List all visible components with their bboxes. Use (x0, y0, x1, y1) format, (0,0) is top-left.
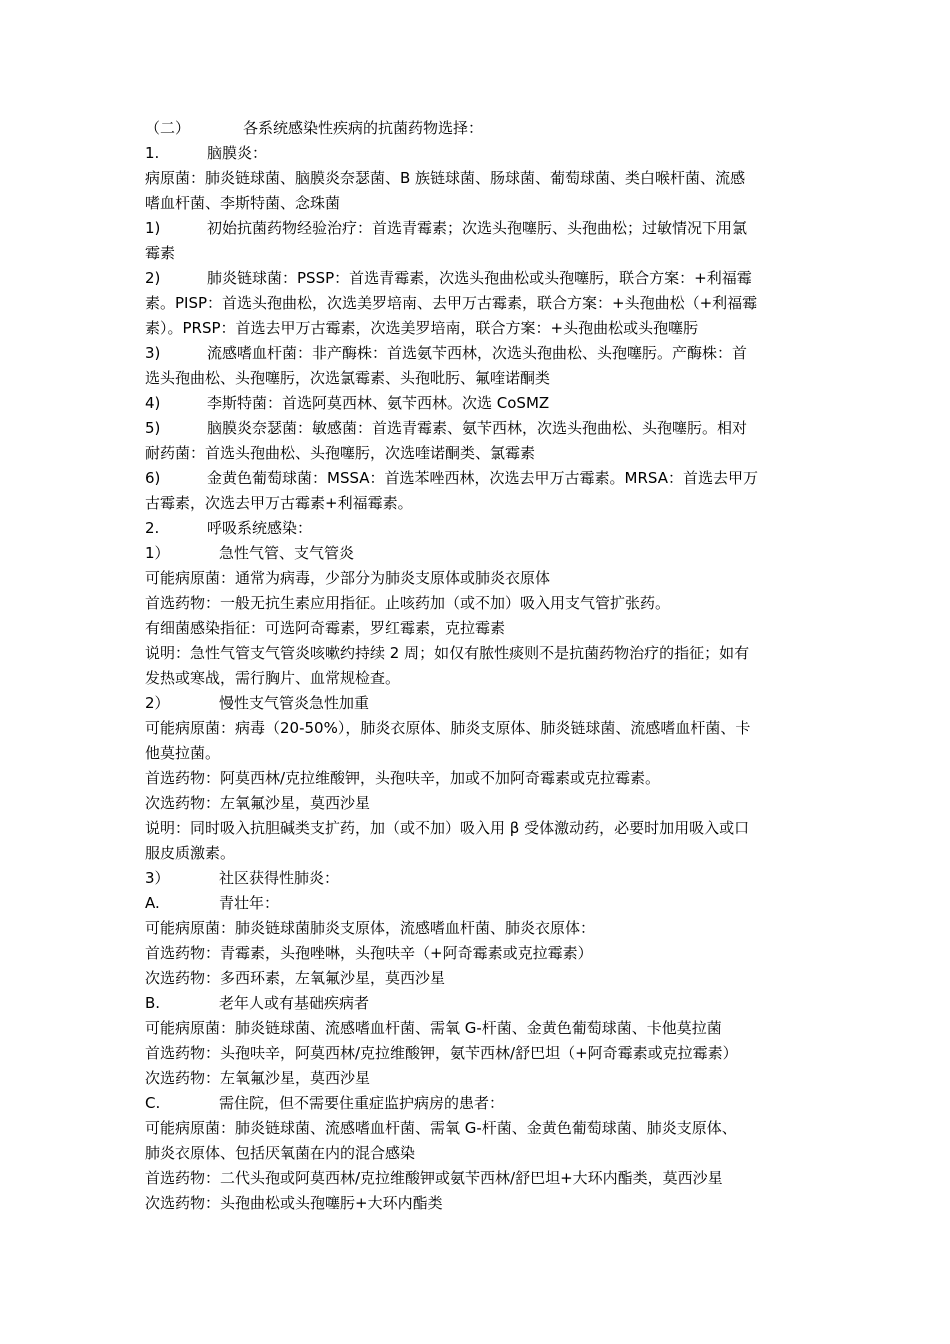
text-line (145, 466, 809, 491)
s1-heading-text: 脑膜炎： (207, 144, 268, 162)
text-line: 古霉素，次选去甲万古霉素+利福霉素。 (145, 494, 413, 512)
text-line: 次选药物：头孢曲松或头孢噻肟+大环内酯类 (145, 1194, 443, 1212)
text-line: 耐药菌：首选头孢曲松、头孢噻肟，次选喹诺酮类、氯霉素 (145, 444, 536, 462)
text-line: 说明：同时吸入抗胆碱类支扩药，加（或不加）吸入用 β 受体激动药，必要时加用吸入或口 (145, 819, 750, 837)
s2-heading-text: 呼吸系统感染： (207, 519, 313, 537)
item-text: 初始抗菌药物经验治疗：首选青霉素；次选头孢噻肟、头孢曲松；过敏情况下用氯 (207, 219, 748, 237)
text-line: 首选药物：一般无抗生素应用指征。止咳药加（或不加）吸入用支气管扩张药。 (145, 594, 671, 612)
s2-heading (145, 516, 809, 541)
text-line: 素。PISP：首选头孢曲松，次选美罗培南、去甲万古霉素，联合方案：+头孢曲松（+利福霉 (145, 294, 758, 312)
group-heading-text: 需住院，但不需要住重症监护病房的患者： (219, 1094, 505, 1112)
item-number: 1) (145, 219, 161, 237)
item-number: 5) (145, 419, 161, 437)
text-line: 可能病原菌：肺炎链球菌肺炎支原体，流感嗜血杆菌、肺炎衣原体： (145, 919, 596, 937)
s2-sub2-heading (145, 691, 809, 716)
group-c-body (145, 1116, 809, 1216)
text-line: 选头孢曲松、头孢噻肟，次选氯霉素、头孢吡肟、氟喹诺酮类 (145, 369, 551, 387)
group-b-body (145, 1016, 809, 1091)
section-title-number: （二） (145, 119, 191, 137)
text-line: 霉素 (145, 244, 176, 262)
s1-item-3 (145, 341, 809, 391)
text-line: 可能病原菌：病毒（20-50%），肺炎衣原体、肺炎支原体、肺炎链球菌、流感嗜血杆菌、卡 (145, 719, 751, 737)
text-line (145, 341, 809, 366)
group-heading-text: 老年人或有基础疾病者 (219, 994, 370, 1012)
item-number: 2) (145, 269, 161, 287)
s2-sub1-body (145, 566, 809, 691)
s2-sub2-body (145, 716, 809, 866)
item-number: 3) (145, 344, 161, 362)
sub-number: 3） (145, 869, 170, 887)
text-line: 次选药物：左氧氟沙星，莫西沙星 (145, 794, 371, 812)
s1-item-6 (145, 466, 809, 516)
section-title (145, 116, 809, 141)
text-line (145, 266, 809, 291)
group-a-body (145, 916, 809, 991)
document-body (145, 116, 809, 1216)
text-line: 次选药物：多西环素，左氧氟沙星，莫西沙星 (145, 969, 446, 987)
group-letter: B. (145, 994, 161, 1012)
s2-sub1-heading (145, 541, 809, 566)
sub-number: 2） (145, 694, 170, 712)
text-line: 说明：急性气管支气管炎咳嗽约持续 2 周；如仅有脓性痰则不是抗菌药物治疗的指征；如有 (145, 644, 750, 662)
item-number: 6) (145, 469, 161, 487)
text-line: 有细菌感染指征：可选阿奇霉素，罗红霉素，克拉霉素 (145, 619, 506, 637)
s1-item-2 (145, 266, 809, 341)
s1-item-4 (145, 391, 809, 416)
text-line (145, 391, 809, 416)
text-line: 服皮质激素。 (145, 844, 236, 862)
item-text: 流感嗜血杆菌：非产酶株：首选氨苄西林，次选头孢曲松、头孢噻肟。产酶株：首 (207, 344, 748, 362)
text-line: 可能病原菌：肺炎链球菌、流感嗜血杆菌、需氧 G-杆菌、金黄色葡萄球菌、肺炎支原体、 (145, 1119, 737, 1137)
text-line: 素）。PRSP：首选去甲万古霉素，次选美罗培南，联合方案：+头孢曲松或头孢噻肟 (145, 319, 699, 337)
s1-heading (145, 141, 809, 166)
s2-number: 2. (145, 519, 160, 537)
sub-number: 1） (145, 544, 170, 562)
text-line: 首选药物：阿莫西林/克拉维酸钾，头孢呋辛，加或不加阿奇霉素或克拉霉素。 (145, 769, 661, 787)
group-letter: A. (145, 894, 160, 912)
item-text: 李斯特菌：首选阿莫西林、氨苄西林。次选 CoSMZ (207, 394, 550, 412)
text-line: 嗜血杆菌、李斯特菌、念珠菌 (145, 194, 341, 212)
text-line: 可能病原菌：通常为病毒，少部分为肺炎支原体或肺炎衣原体 (145, 569, 551, 587)
s2-sub3-heading (145, 866, 809, 891)
s1-item-1 (145, 216, 809, 266)
s1-item-5 (145, 416, 809, 466)
text-line: 首选药物：青霉素，头孢唑啉，头孢呋辛（+阿奇霉素或克拉霉素） (145, 944, 593, 962)
sub-heading-text: 慢性支气管炎急性加重 (219, 694, 370, 712)
sub-heading-text: 社区获得性肺炎： (219, 869, 340, 887)
text-line: 发热或寒战，需行胸片、血常规检查。 (145, 669, 401, 687)
item-text: 肺炎链球菌：PSSP：首选青霉素，次选头孢曲松或头孢噻肟，联合方案：+利福霉 (207, 269, 752, 287)
text-line (145, 216, 809, 241)
text-line (145, 416, 809, 441)
section-title-text: 各系统感染性疾病的抗菌药物选择： (243, 119, 484, 137)
item-text: 金黄色葡萄球菌：MSSA：首选苯唑西林，次选去甲万古霉素。MRSA：首选去甲万 (207, 469, 758, 487)
text-line: 首选药物：二代头孢或阿莫西林/克拉维酸钾或氨苄西林/舒巴坦+大环内酯类，莫西沙星 (145, 1169, 723, 1187)
group-letter: C. (145, 1094, 161, 1112)
sub-heading-text: 急性气管、支气管炎 (219, 544, 355, 562)
item-text: 脑膜炎奈瑟菌：敏感菌：首选青霉素、氨苄西林，次选头孢曲松、头孢噻肟。相对 (207, 419, 748, 437)
s1-pathogen (145, 166, 809, 216)
text-line: 次选药物：左氧氟沙星，莫西沙星 (145, 1069, 371, 1087)
group-c-heading (145, 1091, 809, 1116)
item-number: 4) (145, 394, 161, 412)
text-line: 病原菌：肺炎链球菌、脑膜炎奈瑟菌、B 族链球菌、肠球菌、葡萄球菌、类白喉杆菌、流感 (145, 169, 746, 187)
s1-number: 1. (145, 144, 160, 162)
group-a-heading (145, 891, 809, 916)
group-heading-text: 青壮年： (219, 894, 280, 912)
text-line: 肺炎衣原体、包括厌氧菌在内的混合感染 (145, 1144, 416, 1162)
text-line: 他莫拉菌。 (145, 744, 221, 762)
text-line: 首选药物：头孢呋辛，阿莫西林/克拉维酸钾，氨苄西林/舒巴坦（+阿奇霉素或克拉霉素） (145, 1044, 738, 1062)
text-line: 可能病原菌：肺炎链球菌、流感嗜血杆菌、需氧 G-杆菌、金黄色葡萄球菌、卡他莫拉菌 (145, 1019, 722, 1037)
group-b-heading (145, 991, 809, 1016)
